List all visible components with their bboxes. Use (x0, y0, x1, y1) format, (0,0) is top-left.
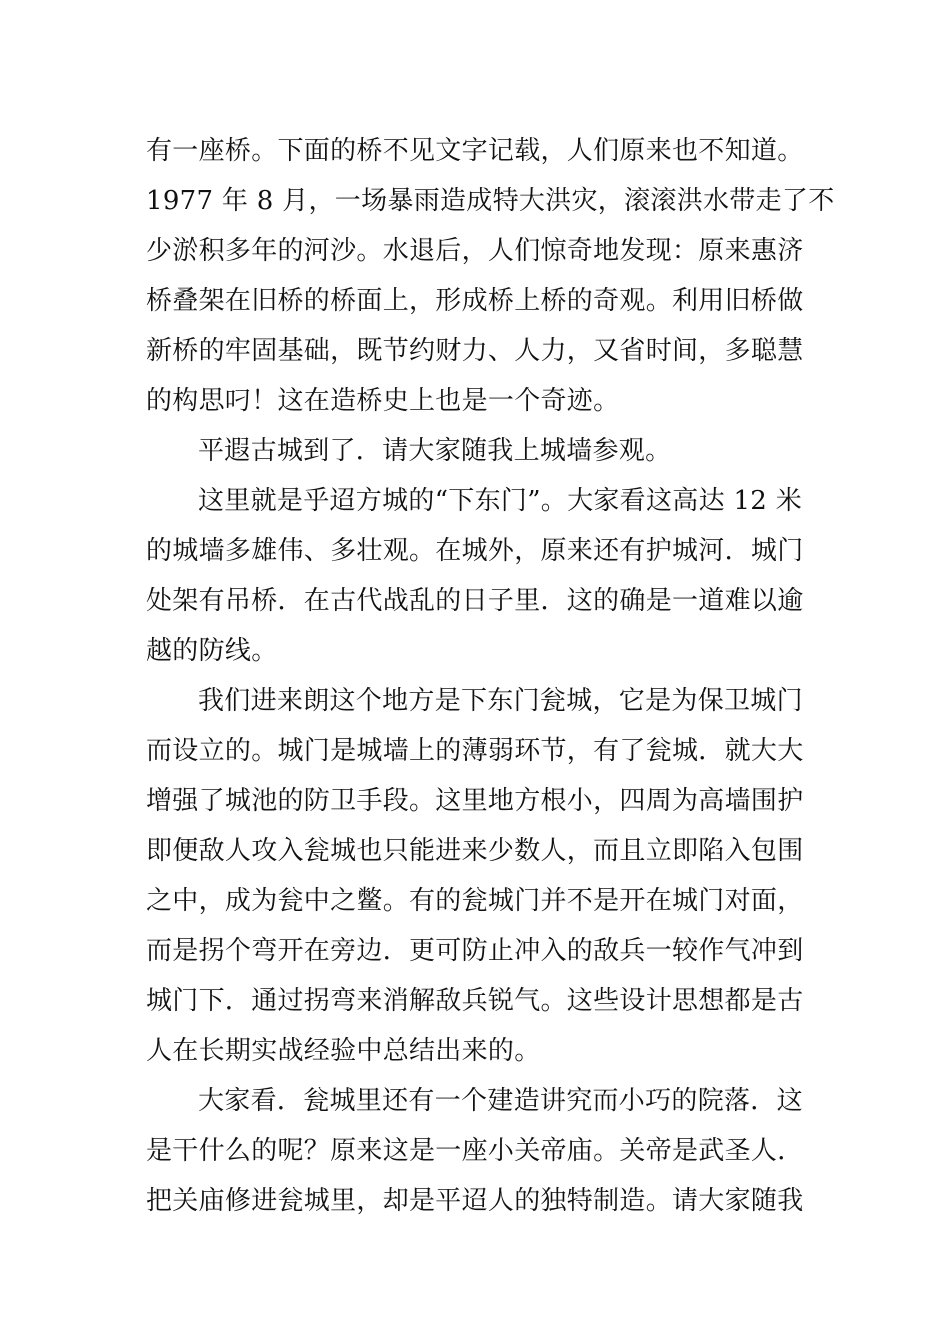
text-line: 是干什么的呢？原来这是一座小关帝庙。关帝是武圣人． (146, 1136, 804, 1166)
text-line: 即便敌人攻入瓮城也只能进来少数人，而且立即陷入包围 (146, 836, 804, 866)
text-line: 而设立的。城门是城墙上的薄弱环节，有了瓮城．就大大 (146, 736, 804, 766)
text-line: 人在长期实战经验中总结出来的。 (146, 1036, 541, 1066)
text-line: 的城墙多雄伟、多壮观。在城外，原来还有护城河．城门 (146, 536, 804, 566)
text-line: 城门下．通过拐弯来消解敌兵锐气。这些设计思想都是古 (146, 986, 804, 1016)
text-line: 1977 年 8 月，一场暴雨造成特大洪灾，滚滚洪水带走了不 (146, 186, 835, 216)
text-line: 有一座桥。下面的桥不见文字记载，人们原来也不知道。 (146, 136, 804, 166)
text-line: 之中，成为瓮中之鳖。有的瓮城门并不是开在城门对面， (146, 886, 804, 916)
paragraph-start-line: 平遐古城到了．请大家随我上城墙参观。 (198, 436, 672, 466)
text-line: 增强了城池的防卫手段。这里地方根小，四周为高墙围护 (146, 786, 804, 816)
paragraph-start-line: 这里就是乎迢方城的“下东门”。大家看这高达 12 米 (198, 486, 802, 516)
text-line: 的构思叼！这在造桥史上也是一个奇迹。 (146, 386, 620, 416)
body-text (146, 126, 835, 1226)
text-line: 桥叠架在旧桥的桥面上，形成桥上桥的奇观。利用旧桥做 (146, 286, 804, 316)
text-line: 新桥的牢固基础，既节约财力、人力，又省时间，多聪慧 (146, 336, 804, 366)
text-line: 处架有吊桥．在古代战乱的日子里．这的确是一道难以逾 (146, 586, 804, 616)
paragraph-start-line: 大家看．瓮城里还有一个建造讲究而小巧的院落．这 (198, 1086, 803, 1116)
text-line: 把关庙修进瓮城里，却是平迢人的独特制造。请大家随我 (146, 1186, 804, 1216)
paragraph-start-line: 我们进来朗这个地方是下东门瓮城，它是为保卫城门 (198, 686, 803, 716)
text-line: 越的防线。 (146, 636, 278, 666)
text-line: 而是拐个弯开在旁边．更可防止冲入的敌兵一较作气冲到 (146, 936, 804, 966)
text-line: 少淤积多年的河沙。水退后，人们惊奇地发现：原来惠济 (146, 236, 804, 266)
